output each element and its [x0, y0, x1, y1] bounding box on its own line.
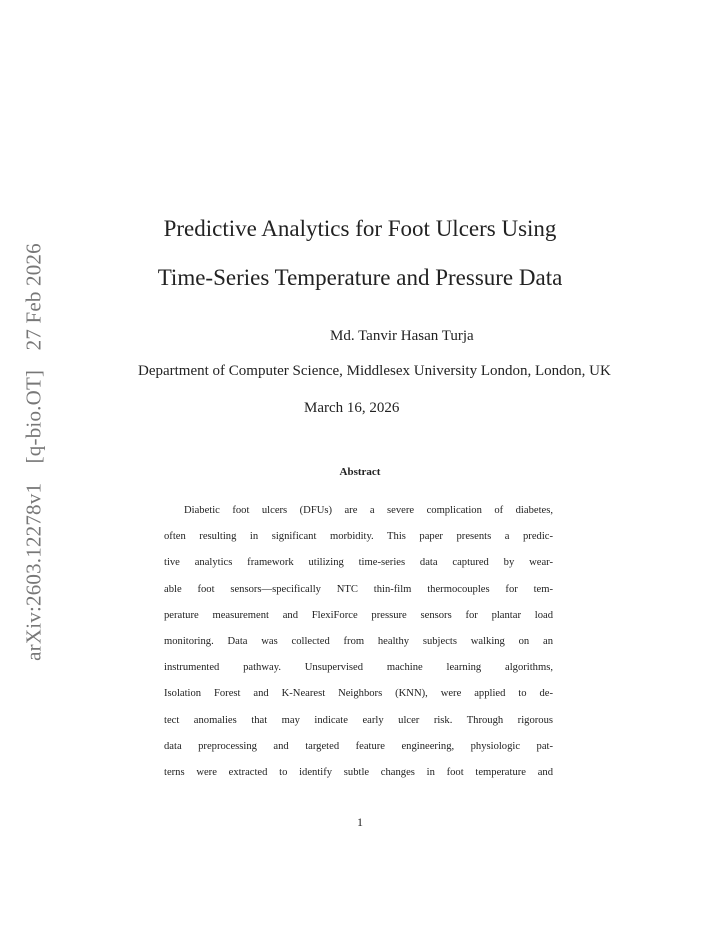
abstract-body — [164, 498, 553, 786]
abstract-line: terns were extracted to identify subtle changes in foot temperature and — [164, 766, 553, 778]
arxiv-id: arXiv:2603.12278v1 — [21, 482, 46, 661]
abstract-line: tive analytics framework utilizing time-series data captured by wear- — [164, 557, 553, 569]
abstract-line: instrumented pathway. Unsupervised machine learning algorithms, — [164, 662, 553, 674]
abstract-line: monitoring. Data was collected from healthy subjects walking on an — [164, 635, 553, 647]
paper-date: March 16, 2026 — [304, 400, 400, 416]
arxiv-date: 27 Feb 2026 — [21, 243, 46, 351]
paper-title-line-1: Predictive Analytics for Foot Ulcers Using — [163, 216, 557, 241]
author-affiliation: Department of Computer Science, Middlesex University London, London, UK — [138, 363, 611, 379]
abstract-line: perature measurement and FlexiForce pressure sensors for plantar load — [164, 609, 553, 621]
abstract-line: often resulting in significant morbidity. This paper presents a predic- — [164, 531, 553, 543]
abstract-line: Isolation Forest and K-Nearest Neighbors (KNN), were applied to de- — [164, 688, 553, 700]
page-number: 1 — [357, 815, 363, 829]
paper-title-line-2: Time-Series Temperature and Pressure Data — [157, 265, 563, 290]
abstract-line: Diabetic foot ulcers (DFUs) are a severe complication of diabetes, — [184, 505, 553, 516]
abstract-line: tect anomalies that may indicate early ulcer risk. Through rigorous — [164, 714, 553, 726]
arxiv-side-stamp — [22, 243, 47, 661]
abstract-line: data preprocessing and targeted feature engineering, physiologic pat- — [164, 740, 553, 752]
author-name: Md. Tanvir Hasan Turja — [330, 328, 474, 344]
abstract-heading: Abstract — [339, 466, 381, 478]
abstract-line: able foot sensors—specifically NTC thin-film thermocouples for tem- — [164, 583, 553, 595]
arxiv-category: [q-bio.OT] — [21, 369, 46, 464]
